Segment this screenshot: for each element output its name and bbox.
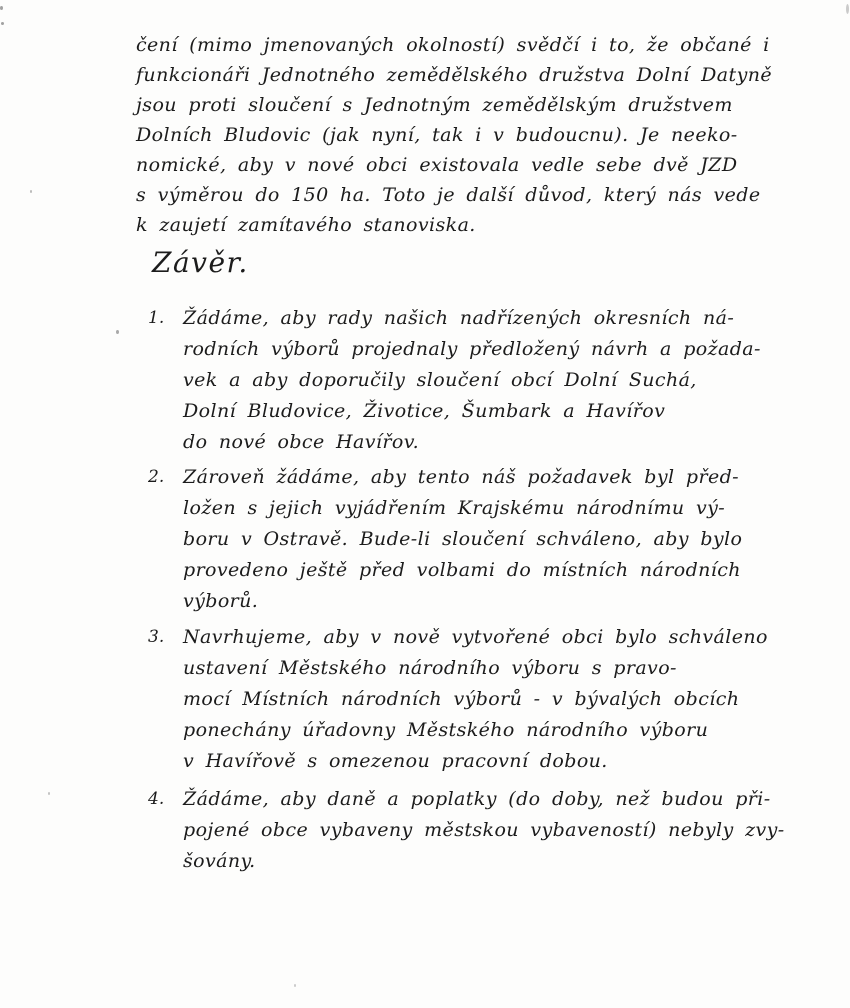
text-line: mocí Místních národních výborů - v bývalých obcích	[183, 688, 740, 710]
text-line: Dolní Bludovice, Životice, Šumbark a Havířov	[183, 400, 666, 422]
text-line: čení (mimo jmenovaných okolností) svědčí i to, že občané i	[136, 34, 770, 56]
item-text	[183, 622, 768, 777]
text-line: k zaujetí zamítavého stanoviska.	[136, 214, 476, 236]
text-line: Navrhujeme, aby v nově vytvořené obci bylo schváleno	[183, 626, 768, 648]
text-line: Zároveň žádáme, aby tento náš požadavek byl před-	[183, 466, 739, 488]
scan-speckle	[1, 22, 4, 25]
item-text	[183, 784, 785, 877]
item-text	[183, 462, 742, 617]
text-line: ponechány úřadovny Městského národního výboru	[183, 719, 709, 741]
text-line: nomické, aby v nové obci existovala vedle sebe dvě JZD	[136, 154, 738, 176]
text-line: provedeno ještě před volbami do místních národních	[183, 559, 741, 581]
scan-speckle	[294, 984, 296, 987]
text-line: ložen s jejich vyjádřením Krajskému národnímu vý-	[183, 497, 726, 519]
list-item-4	[148, 784, 785, 877]
text-line: pojené obce vybaveny městskou vybaveností) nebyly zvy-	[183, 819, 785, 841]
section-heading: Závěr.	[152, 246, 249, 279]
text-line: vek a aby doporučily sloučení obcí Dolní Suchá,	[183, 369, 697, 391]
item-number: 3.	[148, 627, 165, 647]
text-line: s výměrou do 150 ha. Toto je další důvod, který nás vede	[136, 184, 761, 206]
item-number: 2.	[148, 467, 165, 487]
list-item-1	[148, 303, 761, 458]
scan-speckle	[846, 4, 849, 14]
text-line: výborů.	[183, 590, 259, 612]
text-line: Dolních Bludovic (jak nyní, tak i v budoucnu). Je neeko-	[136, 124, 738, 146]
text-line: funkcionáři Jednotného zemědělského družstva Dolní Datyně	[136, 64, 772, 86]
text-line: Žádáme, aby daně a poplatky (do doby, než budou při-	[183, 788, 771, 810]
text-line: jsou proti sloučení s Jednotným zemědělským družstvem	[136, 94, 733, 116]
item-number: 4.	[148, 789, 165, 809]
text-line: do nové obce Havířov.	[183, 431, 420, 453]
scan-speckle	[30, 190, 32, 193]
text-line: rodních výborů projednaly předložený návrh a požada-	[183, 338, 761, 360]
list-item-2	[148, 462, 742, 617]
text-line: v Havířově s omezenou pracovní dobou.	[183, 750, 608, 772]
scan-speckle	[48, 792, 50, 795]
item-number: 1.	[148, 308, 165, 328]
scan-speckle	[116, 330, 119, 334]
text-line: Žádáme, aby rady našich nadřízených okresních ná-	[183, 307, 735, 329]
scan-speckle	[0, 6, 3, 10]
text-line: boru v Ostravě. Bude-li sloučení schváleno, aby bylo	[183, 528, 743, 550]
text-line: šovány.	[183, 850, 256, 872]
intro-paragraph	[136, 30, 772, 240]
list-item-3	[148, 622, 768, 777]
item-text	[183, 303, 761, 458]
text-line: ustavení Městského národního výboru s pravo-	[183, 657, 677, 679]
